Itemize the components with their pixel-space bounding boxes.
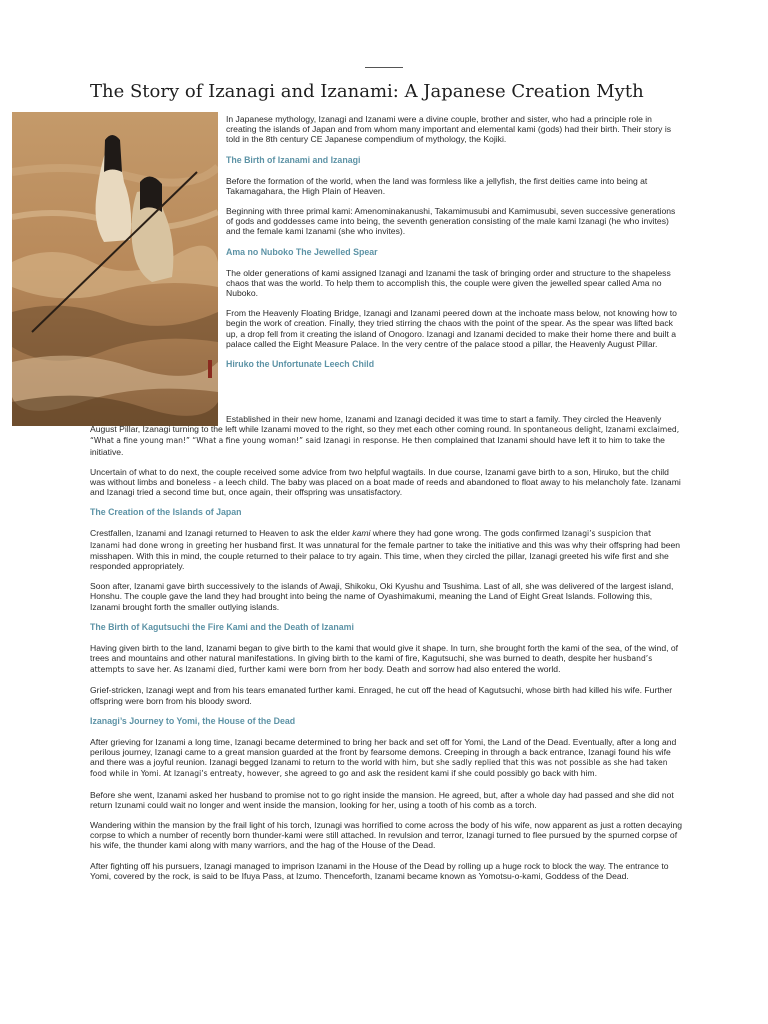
heading-islands: The Creation of the Islands of Japan — [90, 507, 242, 518]
text-span: agreed to go and ask the resident kami if she could possibly go back with him. — [297, 768, 597, 779]
paragraph: The older generations of kami assigned Izanagi and Izanami the task of bringing order and structure to the shapeless chaos that was the world. To help them to accomplish this, the couple were given the jewelled spear called Ama no Nuboko. — [226, 267, 671, 299]
paragraph: Before the formation of the world, when the land was formless like a jellyfish, the first deities came into being at Takamagahara, the High Plain of Heaven. — [226, 175, 648, 196]
main-column — [90, 414, 682, 891]
heading-kagutsuchi: The Birth of Kagutsuchi the Fire Kami and the Death of Izanami — [90, 621, 354, 632]
paragraph: From the Heavenly Floating Bridge, Izanagi and Izanami peered down at the inchoate mass below, not knowing how to begin the work of creation. Finally, they tried stirring the chaos with the point of the spear. As the spear was lifted back up, a drop fell from it creating the island of Onogoro. Izanagi and Izanami decided to make their home there and built a palace called the Eight Measure Palace. In the very centre of the palace stood a pillar, the Heavenly August Pillar. — [226, 308, 677, 349]
intro-column — [226, 114, 682, 380]
ukiyo-e-painting — [12, 112, 218, 426]
paragraph — [90, 528, 682, 571]
text-span: Established in their new home, Izanami and Izanagi decided it was time to start a family. They circled the Heavenly August Pillar, Izanagi turning to the left while Izanami moved to the right, so they met each other coming round. In — [90, 414, 662, 435]
text-span: After grieving for Izanami a long time, Izanagi became determined to bring her back and set off for Yomi, the Land of the Dead. Eventually, after a long and perilous journey, Izanagi came to a great mansion guarded at the front by fearsome demons. Creeping in through a back entrance, Izanagi found his wife and there was a joyful reunion. Izanagi begged Izanami to return to the world with — [90, 736, 677, 768]
paragraph: After fighting off his pursuers, Izanagi managed to imprison Izanami in the House of the Dead by rolling up a huge rock to block the way. The entrance to Yomi, covered by the rock, is said to be Ifuya Pass, at Izumo. Thenceforth, Izanami became known as Yomotsu-o-kami, Goddess of the Dead. — [90, 860, 669, 881]
paragraph: Wandering within the mansion by the frail light of his torch, Izunagi was horrified to come across the body of his wife, now apparent as just a rotten decaying corpse to which a number of recently born thunder-kami were still attached. In revulsion and terror, Izanagi turned to flee pursued by the spurned corpse of his wife, the thunder kami along with many warriors, and the hag of the House of the Dead. — [90, 820, 683, 851]
text-span: him, but she sadly replied that this was not possible as she had taken food while in Yomi. At Izanagi’s entreaty, however, she — [90, 758, 668, 779]
paragraph: Before she went, Izanami asked her husband to promise not to go right inside the mansion. He agreed, but, after a whole day had passed and she did not return Izunami could wait no longer and went inside the mansion, looking for her, using a tooth of his comb as a torch. — [90, 789, 674, 810]
text-span: Crestfallen, Izanami and Izanagi returned to Heaven to ask the elder — [90, 528, 353, 539]
top-divider — [365, 67, 403, 68]
heading-birth: The Birth of Izanami and Izanagi — [226, 154, 361, 165]
heading-hiruko: Hiruko the Unfortunate Leech Child — [226, 359, 375, 370]
text-span: Having given birth to the land, Izanami began to give birth to the kami that would give it shape. In turn, she brought forth the kami of the sea, of the wind, of trees and mountains and other natural manifestations. In giving birth to the kami of fire, Kagutsuchi, she was burned to death, despite her — [90, 642, 679, 664]
text-span: her husband first. It was unnatural for the female partner to take the initiative and this was why their offspring had been misshapen. With this in mind, the couple returned to their palace to try again. This time, when they circled the pillar, Izanagi greeted his wife first and she responded appropriately. — [90, 539, 681, 572]
painting-illustration — [12, 112, 218, 426]
heading-spear: Ama no Nuboko The Jewelled Spear — [226, 246, 378, 257]
text-span-italic: kami — [352, 528, 371, 539]
paragraph: Uncertain of what to do next, the couple received some advice from two helpful wagtails. In due course, Izanami gave birth to a son, Hiruko, but the child was without limbs and boneless - a leech child. The baby was placed on a boat made of reeds and abandoned to float away to his melancholy fate. Izanami and Izanagi tried a second time but, once again, their offspring was unsatisfactory. — [90, 466, 681, 498]
paragraph — [90, 737, 682, 780]
page-title: The Story of Izanagi and Izanami: A Japanese Creation Myth — [90, 81, 644, 102]
paragraph — [90, 643, 682, 676]
text-span: where they had gone wrong. The gods confirmed — [370, 528, 562, 539]
text-span: complained that Izanami should have left it to him to take the initiative. — [90, 435, 665, 457]
text-span: spontaneous delight, Izanami exclaimed, “What a fine young man!” “What a fine young woman!” said Izanagi in response. He then — [90, 425, 680, 446]
text-span: husband’s attempts to save her. As Izanami died, further kami were born from her body. Death and — [90, 654, 653, 675]
intro-paragraph: In Japanese mythology, Izanagi and Izanami were a divine couple, brother and sister, who had a principle role in creating the islands of Japan and from whom many important and elemental kami (gods) had their birth. Their story is told in the 8th century CE Japanese compendium of mythology, the Kojiki. — [226, 114, 672, 145]
text-span: sorrow had also entered the world. — [426, 664, 561, 675]
text-span: Izanagi’s suspicion that Izanami had done wrong in greeting — [90, 529, 652, 550]
heading-yomi: Izanagi’s Journey to Yomi, the House of the Dead — [90, 715, 296, 726]
paragraph — [90, 414, 682, 457]
paragraph: Soon after, Izanami gave birth successively to the islands of Awaji, Shikoku, Oki Kyushu and Tsushima. Last of all, she was delivered of the largest island, Honshu. The couple gave the land they had brought into being the name of Oyashimakumi, meaning the Land of Eight Great Islands. Following this, Izanami brought forth the smaller outlying islands. — [90, 581, 674, 612]
paragraph: Grief-stricken, Izanagi wept and from his tears emanated further kami. Enraged, he cut off the head of Kagutsuchi, whose birth had killed his wife. Further offspring were born from his bloody sword. — [90, 685, 673, 706]
paragraph: Beginning with three primal kami: Amenominakanushi, Takamimusubi and Kamimusubi, seven successive generations of gods and goddesses came into being, the seventh generation consisting of the male kami Izanagi (he who invites) and the female kami Izanami (she who invites). — [226, 206, 676, 237]
